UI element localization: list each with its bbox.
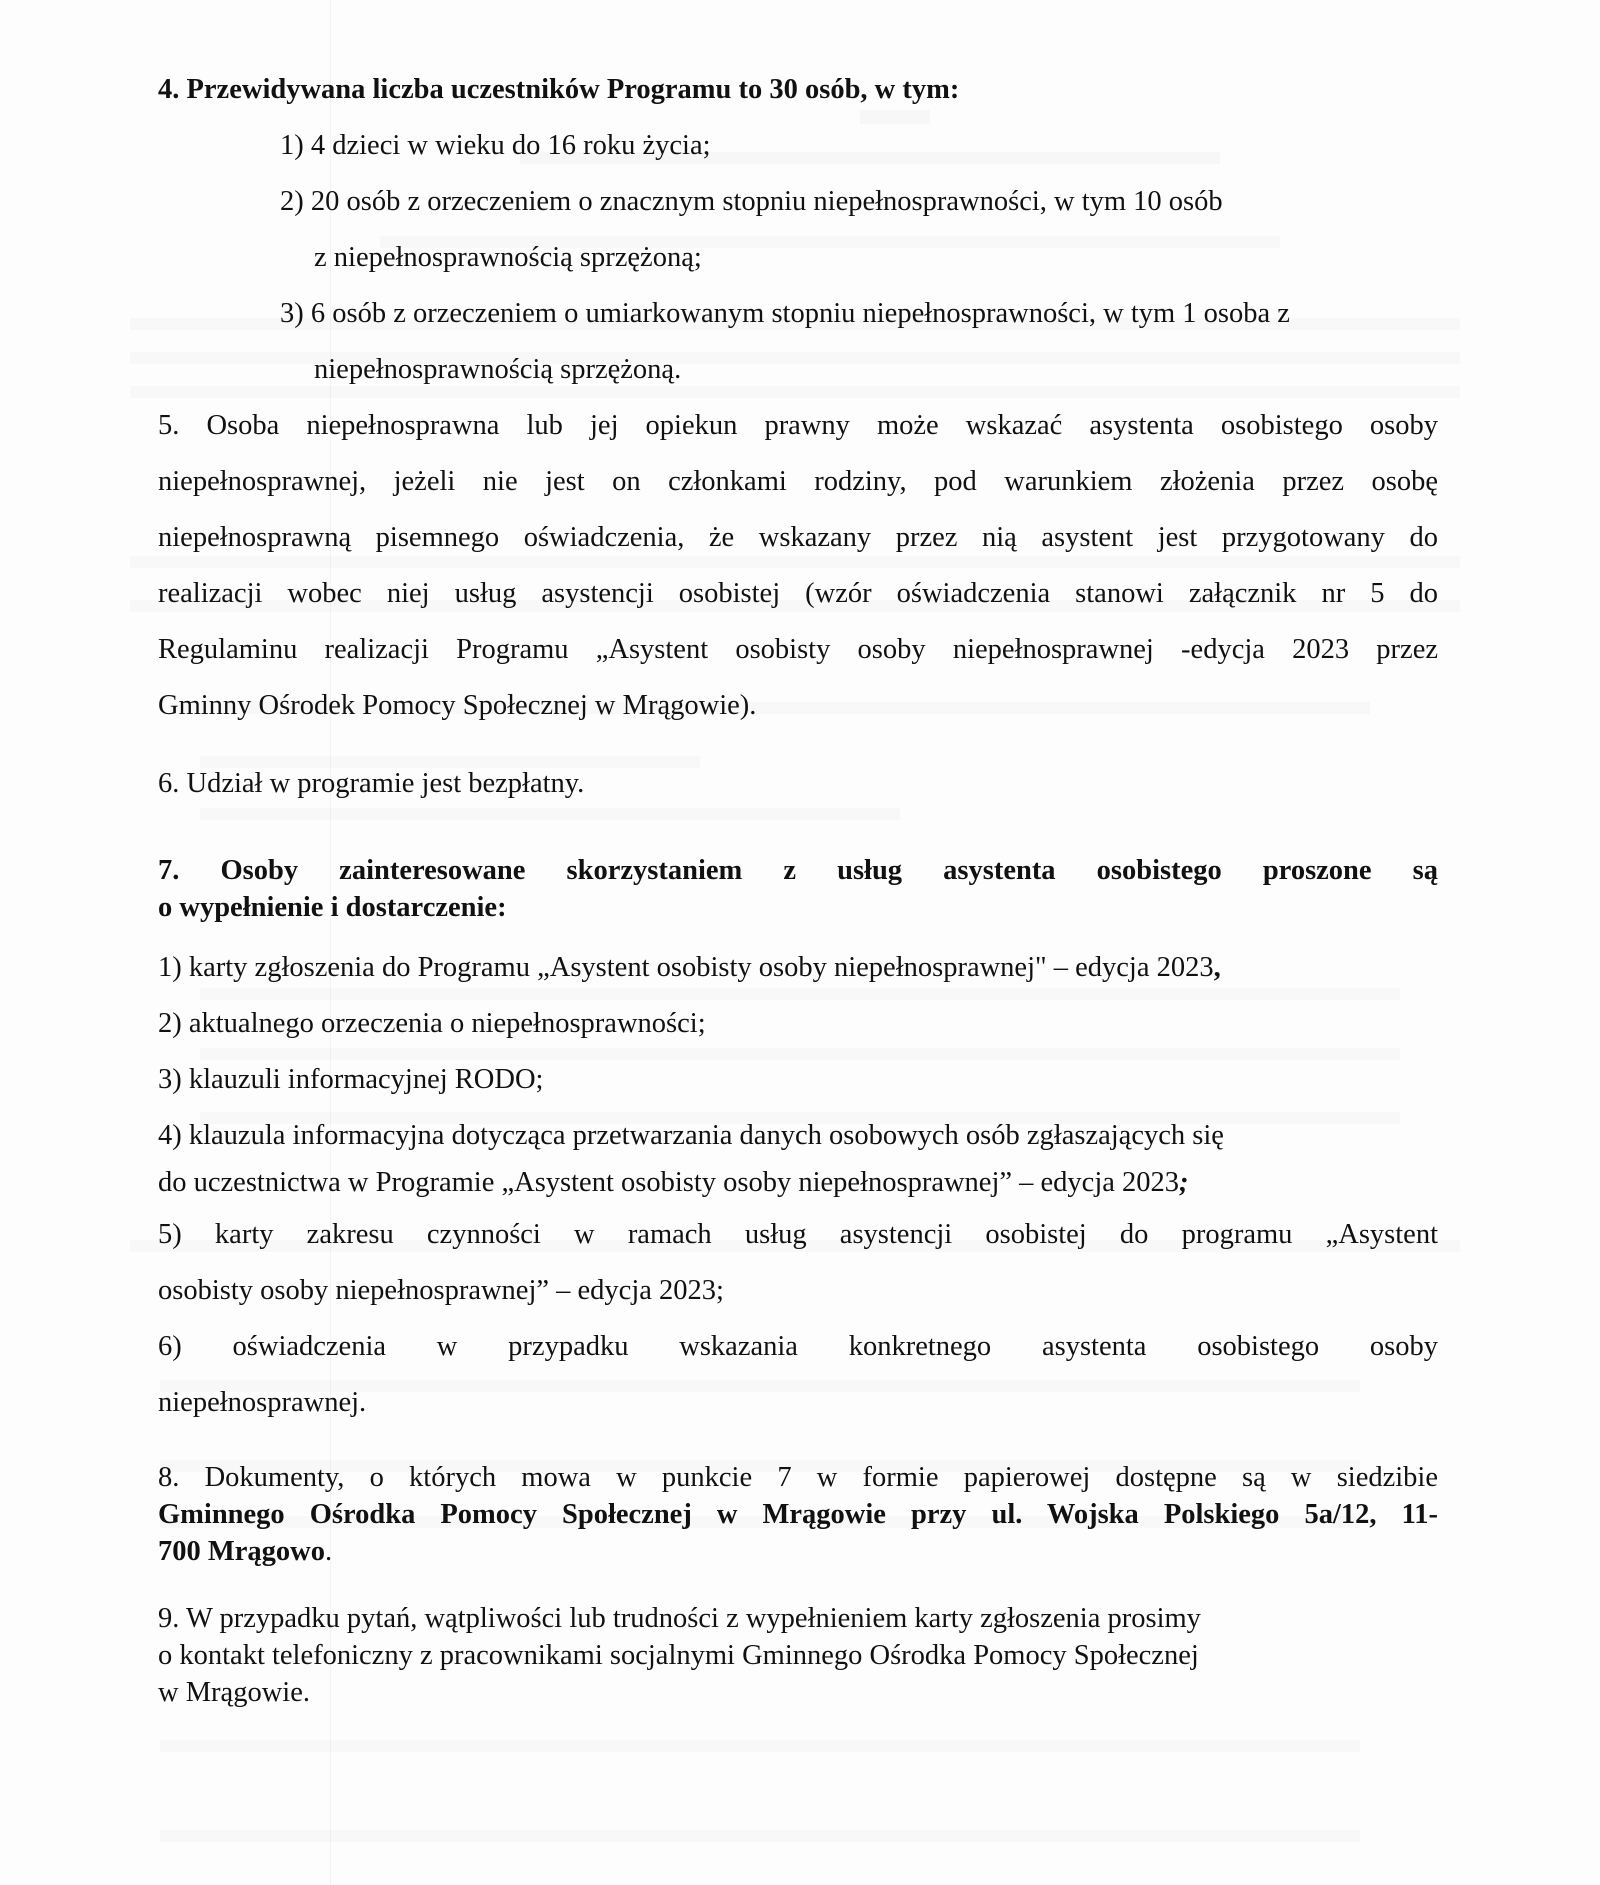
section-7-item-4-line-1: 4) klauzula informacyjna dotycząca przetwarzania danych osobowych osób zgłaszających się	[158, 1120, 1224, 1151]
spacer	[158, 1431, 1438, 1459]
section-7-item-6-line-2: niepełnosprawnej.	[158, 1387, 367, 1418]
section-9-line-2: o kontakt telefoniczny z pracownikami socjalnymi Gminnego Ośrodka Pomocy Społecznej	[158, 1640, 1199, 1671]
section-8-line-3-tail: .	[325, 1536, 333, 1567]
section-9-line-1: 9. W przypadku pytań, wątpliwości lub trudności z wypełnieniem karty zgłoszenia prosimy	[158, 1603, 1201, 1634]
section-8-line-3	[158, 1533, 1438, 1570]
section-8-line-1: 8. Dokumenty, o których mowa w punkcie 7 w formie papierowej dostępne są w siedzibie	[158, 1462, 1438, 1493]
spacer	[158, 734, 1438, 756]
section-9-line-3: w Mrągowie.	[158, 1677, 310, 1708]
spacer	[158, 1570, 1438, 1600]
section-7-item-6-line-1: 6) oświadczenia w przypadku wskazania konkretnego asystenta osobistego osoby	[158, 1331, 1438, 1362]
section-4-item-3-cont: niepełnosprawnością sprzężoną.	[314, 354, 682, 385]
section-4-heading: 4. Przewidywana liczba uczestników Programu to 30 osób, w tym:	[158, 74, 960, 105]
section-7-item-4-text: do uczestnictwa w Programie „Asystent osobisty osoby niepełnosprawnej” – edycja 2023	[158, 1167, 1180, 1198]
section-4-item-1: 1) 4 dzieci w wieku do 16 roku życia;	[280, 130, 711, 161]
section-5-line-4: realizacji wobec niej usług asystencji osobistej (wzór oświadczenia stanowi załącznik nr 5 do	[158, 578, 1438, 609]
section-7-item-5-line-2: osobisty osoby niepełnosprawnej” – edycja 2023;	[158, 1275, 724, 1306]
section-7-heading-line-1: 7. Osoby zainteresowane skorzystaniem z usług asystenta osobistego proszone są	[158, 855, 1438, 886]
section-7-item-4-line-2	[158, 1164, 1438, 1201]
section-4-item-2-cont: z niepełnosprawnością sprzężoną;	[314, 242, 702, 273]
spacer	[158, 812, 1438, 852]
section-7-item-1	[158, 940, 1438, 996]
section-7-heading-line-2: o wypełnienie i dostarczenie:	[158, 892, 507, 923]
section-7-item-4-tail: ;	[1179, 1167, 1189, 1198]
document-body	[158, 62, 1438, 1711]
section-4-item-3: 3) 6 osób z orzeczeniem o umiarkowanym stopniu niepełnosprawności, w tym 1 osoba z	[280, 298, 1290, 329]
section-5-line-6: Gminny Ośrodek Pomocy Społecznej w Mrągowie).	[158, 690, 757, 721]
section-5-line-3: niepełnosprawną pisemnego oświadczenia, że wskazany przez nią asystent jest przygotowany do	[158, 522, 1438, 553]
spacer	[158, 926, 1438, 940]
section-7-item-2: 2) aktualnego orzeczenia o niepełnosprawności;	[158, 1008, 706, 1039]
section-5-line-1: 5. Osoba niepełnosprawna lub jej opiekun prawny może wskazać asystenta osobistego osoby	[158, 410, 1438, 441]
section-5-line-5: Regulaminu realizacji Programu „Asystent osobisty osoby niepełnosprawnej -edycja 2023 przez	[158, 634, 1438, 665]
section-7-item-1-text: 1) karty zgłoszenia do Programu „Asystent osobisty osoby niepełnosprawnej" – edycja 2023	[158, 952, 1214, 983]
section-7-item-5-line-1: 5) karty zakresu czynności w ramach usług asystencji osobistej do programu „Asystent	[158, 1219, 1438, 1250]
section-7-item-3: 3) klauzuli informacyjnej RODO;	[158, 1064, 544, 1095]
section-5-line-2: niepełnosprawnej, jeżeli nie jest on członkami rodziny, pod warunkiem złożenia przez osobę	[158, 466, 1438, 497]
section-7-item-1-tail: ,	[1213, 952, 1221, 983]
section-4-item-2: 2) 20 osób z orzeczeniem o znacznym stopniu niepełnosprawności, w tym 10 osób	[280, 186, 1223, 217]
section-8-line-2: Gminnego Ośrodka Pomocy Społecznej w Mrągowie przy ul. Wojska Polskiego 5a/12, 11-	[158, 1499, 1438, 1530]
section-6: 6. Udział w programie jest bezpłatny.	[158, 768, 585, 799]
section-8-address-end: 700 Mrągowo	[158, 1536, 326, 1567]
